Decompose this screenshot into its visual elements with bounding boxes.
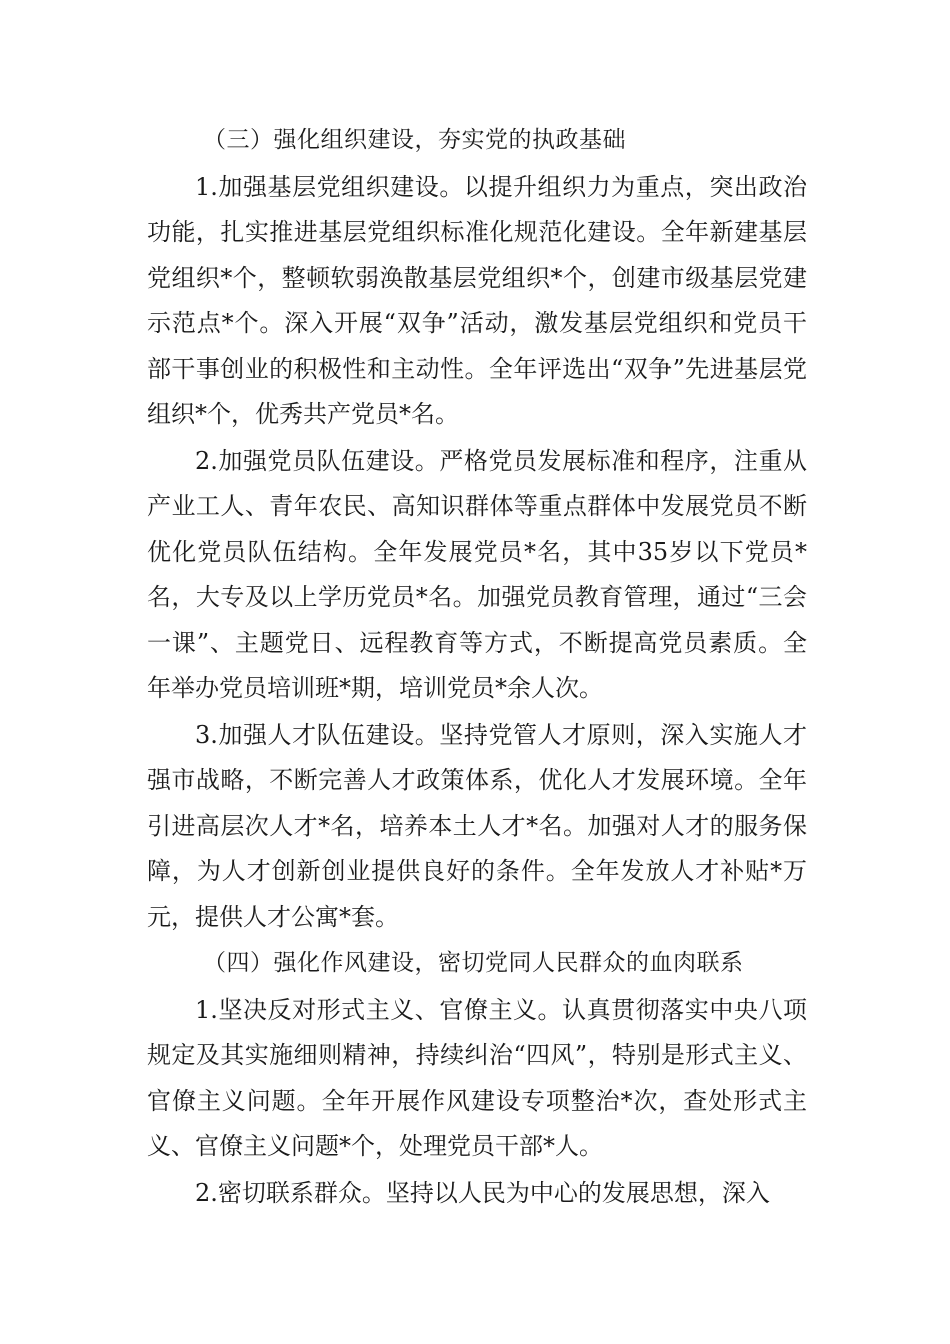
paragraph-4-2: 2.密切联系群众。坚持以人民为中心的发展思想，深入: [195, 1178, 770, 1207]
paragraph-3-1: 1.加强基层党组织建设。以提升组织力为重点，突出政治功能，扎实推进基层党组织标准化规范化建设。全年新建基层党组织*个，整顿软弱涣散基层党组织*个，创建市级基层党建示范点*个。深入开展“双争”活动，激发基层党组织和党员干部干事创业的积极性和主动性。全年评选出“双争”先进基层党组织*个，优秀共产党员*名。: [147, 172, 807, 428]
paragraph-3-2: 2.加强党员队伍建设。严格党员发展标准和程序，注重从产业工人、青年农民、高知识群体等重点群体中发展党员不断优化党员队伍结构。全年发展党员*名，其中35岁以下党员*名，大专及以上学历党员*名。加强党员教育管理，通过“三会一课”、主题党日、远程教育等方式，不断提高党员素质。全年举办党员培训班*期，培训党员*余人次。: [147, 446, 807, 702]
section-heading-3: （三）强化组织建设，夯实党的执政基础: [203, 127, 626, 153]
paragraph-3-3: 3.加强人才队伍建设。坚持党管人才原则，深入实施人才强市战略，不断完善人才政策体系，优化人才发展环境。全年引进高层次人才*名，培养本土人才*名。加强对人才的服务保障，为人才创新创业提供良好的条件。全年发放人才补贴*万元，提供人才公寓*套。: [147, 720, 807, 931]
paragraph-4-1: 1.坚决反对形式主义、官僚主义。认真贯彻落实中央八项规定及其实施细则精神，持续纠治“四风”，特别是形式主义、官僚主义问题。全年开展作风建设专项整治*次，查处形式主义、官僚主义问题*个，处理党员干部*人。: [147, 995, 807, 1160]
document-body: [147, 118, 807, 1217]
section-heading-4: （四）强化作风建设，密切党同人民群众的血肉联系: [203, 950, 744, 976]
